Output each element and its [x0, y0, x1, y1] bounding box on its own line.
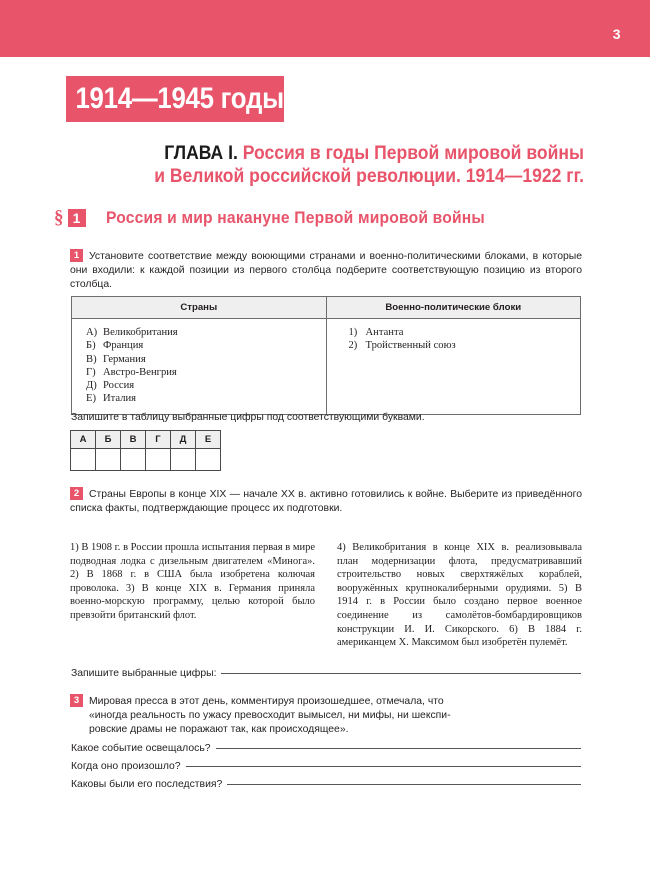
answer-grid-letter-e: Е	[196, 431, 221, 449]
item-label: Австро-Венгрия	[103, 366, 177, 378]
answer-grid-header-row	[71, 431, 221, 449]
task-3-question-label-1: Какое событие освещалось?	[71, 743, 211, 754]
task-2-answer-row[interactable]	[71, 668, 581, 679]
era-banner	[66, 76, 284, 122]
item-label: Франция	[103, 340, 144, 352]
item-label: Тройственный союз	[365, 340, 456, 352]
item-label: Германия	[103, 353, 146, 365]
paragraph-number-badge: 1	[68, 209, 86, 227]
task-1-instruction: Запишите в таблицу выбранные цифры под соответствующими буквами.	[71, 412, 425, 423]
task-1-answer-grid[interactable]	[70, 430, 221, 471]
chapter-title-line-1: Россия в годы Первой мировой войны	[242, 142, 584, 164]
list-item	[349, 326, 581, 339]
answer-grid-letter-d: Д	[171, 431, 196, 449]
task-2-text: Страны Европы в конце XIX — начале XX в. активно готовились к войне. Выберите из приведённого списка факты, подтверждающие процесс их подготовки.	[70, 488, 582, 515]
task-2-badge: 2	[70, 487, 83, 500]
page-number: 3	[612, 26, 621, 42]
item-marker: 2)	[348, 340, 358, 352]
chapter-label: ГЛАВА I.	[164, 142, 238, 164]
task-1-body	[70, 249, 582, 293]
task-2-options-right-text: 4) Великобритания в конце XIX в. реализовывала план модернизации флота, предусматривавший строительство новых сверхтяжёлых кораблей, вооружённых крупнокалиберными орудиями. 5) В 1914 г. в России было создано первое военное соединение из самолётов-бомбардировщиков конструкции И. И. Сикорского. 6) В 1884 г. американцем Х. Максимом был изобретён пулемёт.	[337, 542, 582, 649]
task-1-match-table	[71, 296, 581, 415]
list-item	[86, 379, 326, 392]
task-3-question-label-2: Когда оно произошло?	[71, 761, 181, 772]
task-3-text-line-2: «иногда реальность по ужасу превосходит вымысел, ни мифы, ни шекспи-	[89, 710, 451, 722]
section-sign-icon: §	[54, 207, 64, 228]
task-3-question-label-3: Каковы были его последствия?	[71, 779, 223, 790]
item-label: Антанта	[365, 327, 404, 338]
answer-grid-letter-v: В	[121, 431, 146, 449]
answer-cell-v[interactable]	[121, 449, 146, 471]
task-3-text-line-3: ровские драмы не поражают так, как происходящее».	[89, 724, 349, 736]
table-cell-countries	[72, 319, 327, 415]
answer-grid-input-row[interactable]	[71, 449, 221, 471]
answer-grid-letter-a: А	[71, 431, 96, 449]
task-2-options-left	[70, 541, 315, 650]
item-label: Россия	[103, 380, 135, 392]
table-header-row	[72, 297, 581, 319]
list-item	[86, 353, 326, 366]
task-3-answer-line-2[interactable]	[186, 766, 581, 767]
task-3-question-row-3[interactable]	[71, 779, 581, 790]
list-item	[86, 339, 326, 352]
task-3-question-row-1[interactable]	[71, 743, 581, 754]
chapter-title-line-2: и Великой российской революции. 1914—1922 гг.	[154, 165, 584, 187]
task-3-answer-line-3[interactable]	[227, 784, 581, 785]
task-3-question-row-2[interactable]	[71, 761, 581, 772]
task-2-options-right	[337, 541, 582, 650]
item-marker: Б)	[86, 340, 96, 352]
list-item	[86, 366, 326, 379]
item-marker: А)	[86, 327, 98, 338]
task-2-options	[70, 541, 582, 650]
table-cell-blocks	[326, 319, 581, 415]
item-marker: В)	[86, 353, 97, 365]
task-2	[70, 487, 582, 516]
paragraph-title: Россия и мир накануне Первой мировой войны	[105, 208, 485, 227]
answer-cell-d[interactable]	[171, 449, 196, 471]
table-row	[72, 319, 581, 415]
task-2-answer-line[interactable]	[221, 673, 581, 674]
task-2-body	[70, 487, 582, 516]
task-1	[70, 249, 582, 293]
answer-cell-b[interactable]	[96, 449, 121, 471]
item-marker: Е)	[86, 393, 96, 405]
item-marker: Г)	[86, 366, 96, 378]
item-marker: Д)	[86, 380, 97, 392]
list-item	[86, 392, 326, 405]
task-1-badge: 1	[70, 249, 83, 262]
item-marker: 1)	[348, 327, 358, 338]
task-3-first-line	[70, 696, 444, 707]
item-label: Великобритания	[103, 327, 178, 338]
answer-cell-g[interactable]	[146, 449, 171, 471]
paragraph-heading	[54, 208, 517, 227]
item-label: Италия	[103, 393, 137, 405]
table-header-countries: Страны	[72, 297, 327, 319]
task-1-text: Установите соответствие между воюющими странами и военно-политическими блоками, в которые они входили: к каждой позиции из первого столбца подберите соответствующую позицию из второго столбца.	[70, 250, 582, 291]
answer-grid-letter-b: Б	[96, 431, 121, 449]
answer-cell-e[interactable]	[196, 449, 221, 471]
list-item	[86, 326, 326, 339]
task-3-badge: 3	[70, 694, 83, 707]
task-2-answer-label: Запишите выбранные цифры:	[71, 668, 217, 679]
answer-cell-a[interactable]	[71, 449, 96, 471]
page-header-band	[0, 0, 650, 57]
task-2-options-left-text: 1) В 1908 г. в России прошла испытания первая в мире подводная лодка с дизельным двигателем «Минога». 2) В 1868 г. в США была изобретена колючая проволока. 3) В конце XIX в. Германия приняла военно-морскую программу, целью которой было превзойти британский флот.	[70, 542, 315, 621]
task-3-answer-line-1[interactable]	[216, 748, 581, 749]
task-3-body	[70, 694, 540, 738]
task-3	[70, 694, 540, 738]
list-item	[349, 339, 581, 352]
table-header-blocks: Военно-политические блоки	[326, 297, 581, 319]
chapter-heading	[68, 142, 584, 188]
task-3-text-line-1: Мировая пресса в этот день, комментируя произошедшее, отмечала, что	[89, 695, 444, 707]
era-banner-label: 1914—1945 годы	[75, 82, 284, 115]
answer-grid-letter-g: Г	[146, 431, 171, 449]
chapter-heading-line-1	[120, 142, 584, 165]
